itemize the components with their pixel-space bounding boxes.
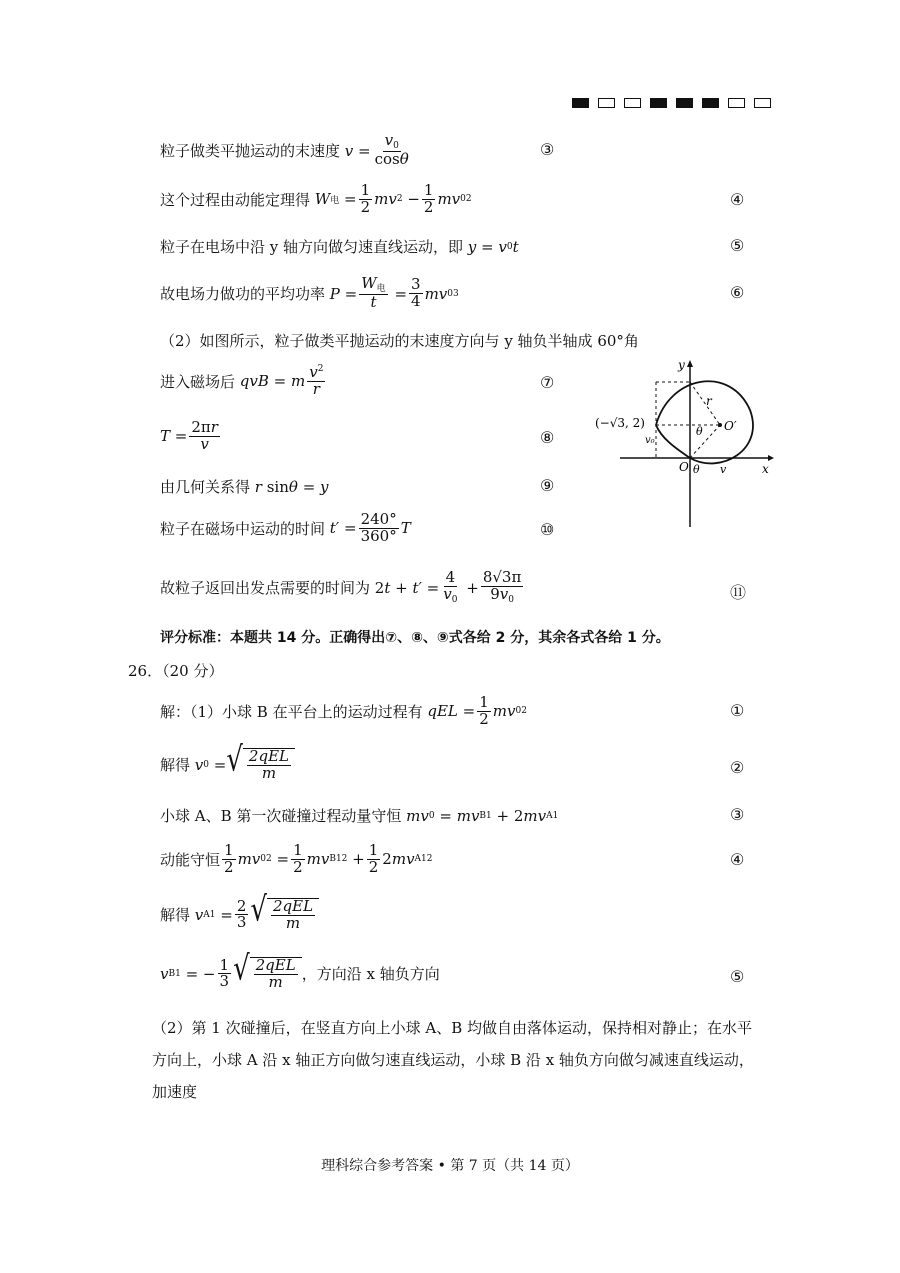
page-marker-squares [572, 98, 771, 108]
eq-number: ⑥ [730, 283, 745, 302]
theta-label-lower: θ [693, 463, 700, 476]
eq-text: 动能守恒 [160, 850, 221, 869]
x-axis-arrow [768, 455, 774, 461]
eq-text: 这个过程由动能定理得 [160, 190, 311, 209]
q26-eq-1: 解：（1）小球 B 在平台上的运动过程有 qEL = $\frac{1}{2}$ mv 0 2 [160, 693, 527, 728]
eq-number: ④ [730, 190, 745, 209]
eq-number: ⑧ [540, 428, 555, 447]
eq-line-11: 故粒子返回出发点需要的时间为 2 t + t′ = $\frac{4}{v_0}$ + $\frac{8√3\pi}{9v_0}$ [160, 568, 522, 605]
eq-line-7: 进入磁场后 qvB = m $\frac{v^2}{r}$ [160, 363, 324, 398]
marker-square [702, 98, 719, 108]
q26-eq-4: 动能守恒 $\frac{1}{2}$ mv 0 2 = $\frac{1}{2}$ mv B1 2 + $\frac{1}{2}$ 2 mv A1 2 [160, 841, 433, 876]
point-label: (−√3, 2) [595, 416, 645, 430]
q26-eq-vB1: v B1 = − $\frac{1}{3}$ √ $\frac{\text{2qEL}}{m}$ ，方向沿 x 轴负方向 [160, 949, 440, 991]
v0-label: v₀ [645, 435, 655, 446]
x-label: x [762, 462, 769, 476]
eq-line-4: 这个过程由动能定理得 W 电 = $\frac{1}{2}$ mv 2 − $\frac{1}{2}$ mv 0 2 [160, 181, 472, 216]
eq-number: ③ [540, 140, 555, 159]
eq-number: ③ [730, 805, 745, 824]
marker-square [572, 98, 589, 108]
eq-number: ② [730, 758, 745, 777]
q26-eq-2: 解得 v 0 = √ $\frac{\text{2qEL}}{m}$ [160, 748, 295, 782]
dashed-radius [690, 382, 720, 425]
eq-text: 由几何关系得 [160, 478, 251, 496]
eq-text: 故粒子返回出发点需要的时间为 [160, 579, 371, 598]
eq-text: 粒子做类平抛运动的末速度 [160, 142, 341, 161]
eq-text: 粒子在磁场中运动的时间 [160, 519, 326, 538]
eq-number: ⑩ [540, 520, 555, 539]
dashed-radius-2 [690, 425, 720, 458]
eq-text: 小球 A、B 第一次碰撞过程动量守恒 [160, 807, 402, 825]
y-axis-arrow [687, 360, 693, 367]
eq-text: ，方向沿 x 轴负方向 [301, 965, 440, 984]
eq-text: 解得 [160, 906, 191, 925]
eq-number: ⑪ [730, 583, 747, 602]
marker-square [598, 98, 615, 108]
v-label: v [720, 463, 727, 476]
o-prime-label: O′ [724, 419, 737, 433]
marker-square [624, 98, 641, 108]
eq-line-8: T = $\frac{2\pi r}{v}$ [160, 418, 218, 453]
part2-intro: （2）如图所示，粒子做类平抛运动的末速度方向与 y 轴负半轴成 60°角 [160, 332, 639, 350]
page-footer: 理科综合参考答案 • 第 7 页（共 14 页） [321, 1158, 579, 1174]
eq-line-5: 粒子在电场中沿 y 轴方向做匀速直线运动，即 y = v 0 t [160, 237, 519, 256]
center-point [718, 423, 722, 427]
marker-square [676, 98, 693, 108]
eq-number: ④ [730, 850, 745, 869]
q26-eq-3: 小球 A、B 第一次碰撞过程动量守恒 mv 0 = mv B1 + 2 mv A1 [160, 806, 559, 825]
eq-text: 故电场力做功的平均功率 [160, 285, 326, 304]
q26-eq-vA1: 解得 v A1 = $\frac{2}{3}$ √ $\frac{\text{2qEL}}{m}$ [160, 898, 319, 932]
eq-number: ⑤ [730, 236, 745, 255]
eq-line-6: 故电场力做功的平均功率 P = $\frac{W_电}{t}$ = $\frac{3}{4}$ mv 0 3 [160, 274, 459, 312]
part2-paragraph-line-2: 方向上，小球 A 沿 x 轴正方向做匀速直线运动，小球 B 沿 x 轴负方向做匀减速直线运动， [152, 1051, 754, 1069]
r-label: r [706, 394, 712, 408]
eq-text: 粒子在电场中沿 y 轴方向做匀速直线运动，即 [160, 238, 464, 256]
eq-number: ① [730, 701, 745, 720]
part2-paragraph-line-1: （2）第 1 次碰撞后，在竖直方向上小球 A、B 均做自由落体运动，保持相对静止；在水平 [152, 1019, 753, 1037]
eq-text: 解得 [160, 756, 191, 775]
question-26-header: 26．（20 分） [128, 662, 224, 680]
origin-label: O [679, 460, 689, 474]
eq-line-3: 粒子做类平抛运动的末速度 v = $\frac{v_0}{\cos\theta}$ [160, 131, 409, 169]
marker-square [728, 98, 745, 108]
eq-line-10: 粒子在磁场中运动的时间 t′ = $\frac{240^\circ}{360^\circ}$ T [160, 510, 411, 545]
eq-line-9: 由几何关系得 r sin θ = y [160, 477, 329, 496]
magnetic-field-diagram [590, 355, 780, 535]
scoring-standard: 评分标准：本题共 14 分。正确得出⑦、⑧、⑨式各给 2 分，其余各式各给 1 分。 [160, 630, 670, 646]
part2-paragraph-line-3: 加速度 [152, 1083, 198, 1101]
trajectory-arc [656, 381, 753, 463]
theta-label-upper: θ [696, 425, 703, 438]
eq-number: ⑦ [540, 373, 555, 392]
marker-square [650, 98, 667, 108]
marker-square [754, 98, 771, 108]
eq-number: ⑨ [540, 476, 555, 495]
eq-text: 进入磁场后 [160, 372, 236, 391]
eq-text: 解：（1）小球 B 在平台上的运动过程有 [160, 702, 423, 721]
eq-number: ⑤ [730, 967, 745, 986]
y-label: y [678, 358, 685, 372]
